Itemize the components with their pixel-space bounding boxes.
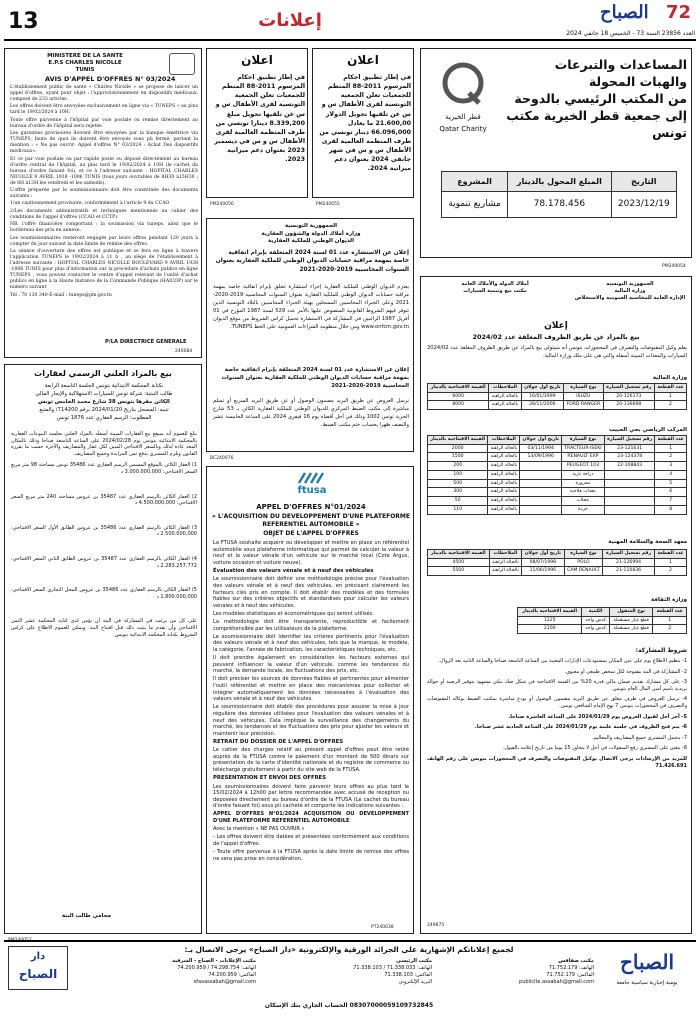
lot1-cell: 2 <box>655 401 687 410</box>
ftusa-paragraph: - Les offres doivent être datées et présentées conformément aux conditions de l'appel d'offres. <box>213 834 409 847</box>
lot1-cell: ISUZU <box>564 392 604 401</box>
ministry-body-2: ترسل العروض عن طريق البريد مضمون الوصول أو عن طريق البريد السريع أو تسلم مباشرة إلى مكتب الضبط المركزي للديوان الوطني للملكية العقارية الكائن بـ 53 شارع الحرية تونس 1002 وذلك في أجل أقصاه يوم 16 فيفري 2024 على الساعة الخامسة عشر والنصف ظهرا بحساب ختم مكتب الضبط. <box>213 398 409 429</box>
auction-ad <box>4 364 202 934</box>
lot2-cell: 22-108843 <box>604 462 655 471</box>
ftusa-paragraph: Les modèles statistiques et économétriques qui seront utilisés. <box>213 610 374 617</box>
auction-header-line: الكائن مقرها بتونس 38 شارع محمد الخامس تونس <box>38 398 170 405</box>
ministry-subtitle: إعلان عن الاستشارة عدد 01 لسنة 2024 المتعلقة بإبرام اتفاقية خاصة بمهمة مراقبة حسابات الديوان الوطني للملكية العقارية بعنوان السنوات المحاسبية 2019-2020-2021 <box>221 367 409 389</box>
table-row <box>428 488 687 497</box>
lot2-cell <box>604 470 655 479</box>
table-row <box>428 462 687 471</box>
avis-paragraph: Tél : 70 130 340-E-mail : tuneps@pm.gov.tn <box>10 292 112 298</box>
lot1-cell: 6000 <box>428 392 489 401</box>
auction-item: 4) العقار الكائن بالرسم العقاري عدد 35487 بن عروس الطابق الثاني السعر الافتتاحي: 2.283.257.772 د <box>11 555 197 569</box>
lot3-cell: 1 <box>654 558 686 567</box>
auction-signature: محامي طالب البتة <box>61 913 111 919</box>
footer-logo-right <box>600 944 694 994</box>
lot3-cell: بالحالة الراهنة <box>489 567 521 576</box>
ftusa-paragraph: Évaluation des valeurs vénale et à neuf des véhicules <box>213 567 374 574</box>
qatar-table <box>441 171 677 218</box>
lot4-cell: 1225 <box>518 616 582 625</box>
lot1-cell: 28/11/2006 <box>521 401 563 410</box>
footer-office-line: الهاتف: 71.752.179 <box>548 965 594 971</box>
lot3-cell: POLO <box>564 558 603 567</box>
lot2-cell: معدات فلاحية <box>562 488 605 497</box>
lot1-cell: بالحالة الراهنة <box>489 401 521 410</box>
ministry-header <box>211 223 411 246</box>
vehicles-header-right <box>571 281 689 302</box>
lot3-cell: 21-126994 <box>603 558 655 567</box>
lot3-cell: 4500 <box>428 558 490 567</box>
footer-office-name: مكتب صفاقس <box>558 958 594 964</box>
lot4-col: نوع المنقول <box>609 608 653 617</box>
footer-office-line: الهاتف: 74.298.754 / 74.200.959 <box>177 965 256 971</box>
lot1-cell: 20-136698 <box>603 401 654 410</box>
qatar-title-line: إلى جمعية قطر الخيرية مكتب تونس <box>506 107 687 140</box>
table-row <box>518 616 687 625</box>
lot2-cell: 110 <box>428 505 488 514</box>
lot4-cell: 2100 <box>518 625 582 634</box>
qatar-charity-logo <box>427 59 499 139</box>
lot2-cell: مجرورة <box>562 479 605 488</box>
lot2-cell: 300 <box>428 488 488 497</box>
vehicles-header-line: مكتب بيع وتنمية السيارات <box>463 288 527 294</box>
lot2-cell: PEUGEOT 103 <box>562 462 605 471</box>
auction-header-line: تنبيه: المسجل بتاريخ 2024/01/20 برقم 714200/ والمتبع <box>39 406 169 413</box>
qatar-logo-en: Qatar Charity <box>439 125 487 133</box>
lot2-col: عدد القطعة <box>655 436 687 445</box>
logo-number: 72 <box>666 2 692 23</box>
qatar-title-line: والهبات المحولة <box>588 73 687 89</box>
qatar-cell-date: 2023/12/19 <box>611 192 676 218</box>
footer-banner: لجميع إعلاناتكم الإشهارية على الجرائد الورقية والإلكترونية «دار الصباح» يرجى الاتصال بـ: <box>184 945 514 954</box>
avis-paragraph: L'offre préparée par le soumissionnaire doit être constituée des documents suivants : <box>10 188 198 199</box>
lot3-cell: 11/06/1996 <box>522 567 565 576</box>
lot1-cell: 1 <box>655 392 687 401</box>
ftusa-paragraph: Avec la mention « NE PAS OUVRIR » <box>213 826 305 833</box>
lot2-cell: بالحالة الراهنة <box>488 505 520 514</box>
lot2-cell: 500 <box>428 479 488 488</box>
table-row <box>428 401 687 410</box>
ftusa-paragraph: - Toute offre parvenue à la FTUSA après la date limite de remise des offres ne sera pas prise en considération. <box>213 849 409 862</box>
notice-2-body: في إطار تطبيق احكام المرسوم 2011-88 المنظم للجمعيات تعلن الجمعية التونسية لقرى الأطفال س و س عن تلقيها تحويل مبلغ 8.339,200 دينارا تونسي من طرف المنظمة العالمية لقرى الأطفال س و س في ديسمبر 2023 بعنوان دعم ميزانية 2023. <box>214 74 305 164</box>
lot2-cell: 6 <box>655 488 687 497</box>
notice-2-ref: PM240056 <box>210 202 234 207</box>
lot4-cell: 2 <box>653 625 687 634</box>
avis-org-line: TUNIS <box>75 67 95 74</box>
qatar-charity-ad <box>420 48 692 258</box>
avis-paragraph: Toute offre parvenue à l'hôpital par voie postale ou remise directement au bureau d'ordre de l'hôpital sera rejetée. <box>10 117 198 129</box>
notice-ad-2 <box>206 48 308 198</box>
lot2-cell: 7 <box>655 497 687 506</box>
ftusa-paragraph: Le soumissionnaire doit définir une méthodologie précise pour l'évaluation des valeurs vénale et à neuf des véhicules, en précisant clairement les facteurs clés pris en compte. Il doit établir des modèles et des formules fiables sur des critères objectifs et standardisés pour calculer les valeurs vénales et à neuf des véhicules. <box>213 576 409 609</box>
auction-header-line: طالب التبتية: شركة تونس للسيارات الاستهلاكية والإيجار المالي <box>35 390 173 397</box>
vehicles-header-line: وزارة المالية <box>614 288 646 294</box>
header-rule <box>4 39 696 41</box>
lot2-cell: 4 <box>655 470 687 479</box>
lot2-cell: 03/11/1994 <box>520 444 562 453</box>
condition-item: للمزيد من الإرشادات يرجى الاتصال بوكيل المقبوضات والتصرف في المحجوزات بتونس على رقم الهاتف 71.426.691 <box>427 755 687 769</box>
footer-office-line: sfaxassabah@gmail.com <box>193 979 256 985</box>
lot2-cell: 100 <box>428 470 488 479</box>
lot3-cell: 08/07/1998 <box>522 558 565 567</box>
lot2-cell: 2000 <box>428 444 488 453</box>
lot1-cell: بالحالة الراهنة <box>489 392 521 401</box>
notice-2-title: اعلان <box>241 53 273 67</box>
lot1-title: وزارة المالية <box>652 375 687 381</box>
lot2-col: نوع السيارة <box>562 436 605 445</box>
footer-office-line: الهاتف: 71.338.033 / 71.338.103 <box>353 965 432 971</box>
vehicles-title: إعلان <box>544 321 568 331</box>
vehicles-header-left <box>425 281 565 295</box>
ftusa-body <box>213 540 409 864</box>
lot2-title: المركب الرياضي بحي الحبيب <box>608 427 687 433</box>
lot2-cell <box>604 479 655 488</box>
lot1-col: الملاحظات <box>489 384 521 393</box>
condition-item: 5- آخر أجل لقبول العروض يوم 2024/01/29 على الساعة العاشرة صباحا. <box>508 713 687 720</box>
avis-org <box>25 53 145 74</box>
avis-ref: 240084 <box>175 349 193 354</box>
lot1-col: رقم تسجيل السيارة <box>603 384 654 393</box>
qatar-cell-amount: 78.178.456 <box>508 192 612 218</box>
condition-item: 7- يتحمل المشتري جميع المصاريف والمعاليم. <box>591 734 687 741</box>
avis-org-line: E.P.S CHARLES NICOLLE <box>48 60 122 67</box>
issue-info: العدد 23856 السنة 73 - الخميس 18 جانفي 2024 <box>566 30 695 37</box>
table-row <box>428 470 687 479</box>
table-row <box>428 497 687 506</box>
footer-office-line: الفاكس: 71.752.179 <box>546 972 594 978</box>
lot2-cell <box>520 462 562 471</box>
vehicles-conditions-title: شروط المشاركة: <box>635 647 687 654</box>
lot2-col: القيمة الافتتاحية بالدينار <box>428 436 488 445</box>
footer-office-line: الفاكس: 74.200.959 <box>208 972 256 978</box>
avis-paragraph: Les soumissionnaires resteront engagés par leurs offres pendant 120 jours à compter du jour suivant la date limite de remise des offres. <box>10 235 198 247</box>
lot3-table <box>427 549 687 576</box>
lot2-cell: عجلات <box>562 497 605 506</box>
footer-office-line: publicite.assabah@gmail.com <box>519 979 594 985</box>
ministry-ad <box>206 218 414 452</box>
avis-paragraph: La séance d'ouverture des offres est publique et se fera en ligne à travers l'application TUNEPS le 19/02/2024 à 11 h , au siège de l'établissement à l'adresse suivante : HOPITAL CHARLES NICOLLE BOULEVARD 9 AVRIL 1938 -1006 TUNIS pour plus d'information sur la procédure d'achats publics en ligne TUNEPS , vous pouvez contacter le centre d'appel relevant de l'unité d'achat publics en ligne à la Haute Instance de la Commande Publique (HAICOP) sur le numéro suivant <box>10 249 198 291</box>
footer-tagline: يومية إخبارية سياسية جامعة <box>616 980 678 986</box>
lot3-cell: 2 <box>654 567 686 576</box>
vehicles-ref: 249875 <box>427 923 445 928</box>
auction-header-line: بكتابة المحكمة الابتدائية بتونس الجلسة التاسعة الرابعة <box>44 383 164 389</box>
lot2-cell: 1 <box>655 444 687 453</box>
lot2-cell: 2 <box>655 453 687 462</box>
table-row <box>428 558 687 567</box>
avis-paragraph: NB. l'offre financière comportant : la soumission via tuneps, ainsi que le bordereau des prix en annexe. <box>10 222 198 234</box>
avis-paragraph: 2/Les documents administratifs et techniques mentionnés au cahier des conditions de l'appel d'offres (CCAO et CCTP). <box>10 208 198 220</box>
condition-item: 4- ترسل العروض في ظرف مغلق عن طريق البريد مضمون الوصول أو تودع مباشرة بمكتب الضبط بوكالة المقبوضات والتصرف في المحجوزات بتونس 7 نهج الإمام الشافعي تونس. <box>427 696 687 709</box>
ftusa-object: OBJET DE L'APPEL D'OFFRES <box>263 530 359 537</box>
lot2-cell: 5 <box>655 479 687 488</box>
auction-title: بيع بالمزاد العلني الرسمي لعقارات <box>34 369 172 378</box>
qatar-title-line: من المكتب الرئيسي بالدوحة <box>514 90 687 106</box>
lot2-cell <box>604 505 655 514</box>
lot4-cell: 1 <box>653 616 687 625</box>
lot4-col: الكمية <box>582 608 609 617</box>
vehicles-header-line: أملاك الدولة والأملاك العامة <box>461 281 529 287</box>
table-row <box>428 567 687 576</box>
lot1-col: القيمة الافتتاحية بالدينار <box>428 384 489 393</box>
notice-1-ref: PM240055 <box>316 202 340 207</box>
lot2-cell: بالحالة الراهنة <box>488 462 520 471</box>
lot2-cell: TRACTEUR-ISEKI <box>562 444 605 453</box>
footer-logo-right-text: الصباح <box>619 950 675 974</box>
table-row <box>428 392 687 401</box>
auction-item: 5) العقار الكائن بالرسم العقاري عدد 35486 بن عروس المحل التجاري السعر الافتتاحي: 1.800.000,000 د <box>11 587 197 600</box>
paper-logo <box>600 2 692 26</box>
lot3-col: نوع السيارة <box>564 550 603 559</box>
footer-office <box>74 958 256 986</box>
ftusa-paragraph: APPEL D'OFFRES N°01/2024 ACQUISITION OU DEVELOPPEMENT D'UNE PLATEFORME REFERENTIEL AUTOMOBILE <box>213 811 409 825</box>
lot1-cell: 8000 <box>428 401 489 410</box>
lot2-cell: 50 <box>428 497 488 506</box>
auction-header-line: المطلوب: الرسم العقاري عدد 1876 تونس <box>56 414 152 421</box>
avis-logo-icon <box>169 53 195 75</box>
lot2-cell: RENAULT EXP <box>562 453 605 462</box>
vehicles-subtitle: بيع بالمزاد عن طريق الظروف المغلقة عدد 2024/02 <box>472 333 640 341</box>
vehicles-ad <box>420 276 692 934</box>
ministry-header-line: الديوان الوطني للملكية العقارية <box>267 238 355 245</box>
footer-logo-left-line2: الصباح <box>18 967 58 981</box>
lot2-cell: 13/09/1996 <box>520 453 562 462</box>
lot1-cell: 20-126173 <box>603 392 654 401</box>
auction-header <box>11 383 197 423</box>
lot2-col: الملاحظات <box>488 436 520 445</box>
lot2-cell: دراجة نارية <box>562 470 605 479</box>
lot1-cell: 16/01/1999 <box>521 392 563 401</box>
ftusa-title: APPEL D'OFFRES N°01/2024 <box>256 503 366 511</box>
lot3-col: رقم تسجيل السيارة <box>603 550 655 559</box>
qatar-title <box>503 57 687 141</box>
lot2-cell: بالحالة الراهنة <box>488 479 520 488</box>
lot3-col: تاريخ أول جولان <box>522 550 565 559</box>
lot2-cell <box>520 488 562 497</box>
ftusa-paragraph: La FTUSA souhaite acquérir ou développer et mettre en place un référentiel automobile sous plateforme informatique qui permet de calculer la valeur à neuf et la valeur vénale d'un véhicule sur le marché local (Cote Argus, voiture occasion et voiture neuve). <box>213 540 409 566</box>
auction-item: 1) العقار الكائن بالموقع المسمى الرسم العقاري عدد 35486 تونس مساحته 98 متر مربع السعر الافتتاحي: 3.000.000,000 د <box>11 462 198 475</box>
table-row <box>428 505 687 514</box>
lot2-cell: 8 <box>655 505 687 514</box>
ministry-title: إعلان عن الاستشارة عدد 01 لسنة 2024 المتعلقة بإبرام اتفاقية خاصة بمهمة مراقبة حسابات الديوان الوطني للملكية العقارية بعنوان السنوات المحاسبية 2019-2020-2021 <box>215 250 409 273</box>
footer-office <box>262 958 432 986</box>
auction-intro: ببلغ للعموم أنه سيقع بيع العقارات المبينة أسفله بالمزاد العلني بجلسة البيوعات العقارية بالمحكمة الابتدائية بتونس يوم 2024/02/28 على الساعة التاسعة صباحا وذلك بالمكان المعد عادة لذلك وبالسعر الافتتاحي المبين لكل عقار والمصاريف والأجرة حسب ما يقرره القانون ويلزم المشتري بدفع ثمن المزايدة وجميع المصاريف. <box>11 431 198 457</box>
qatar-col-amount: المبلغ المحول بالدينار <box>508 172 612 192</box>
notice-1-body: في إطار تطبيق احكام المرسوم 2011-88 المنظم للجمعيات تعلن الجمعية التونسية لقرى الأطفال س و س عن تلقيها تحويل الدولار 21.600,00 ما يعادل 66.096,000 دينار تونسي من طرف المنظمة العالمية لقرى الأطفال س و س في شهر جانفي 2024 بعنوان دعم ميزانية 2024. <box>319 74 411 173</box>
page-header <box>0 0 700 40</box>
ftusa-ad <box>206 466 414 934</box>
lot3-col: الملاحظات <box>489 550 521 559</box>
footer-office-name: مكتب الرئيسي <box>396 958 432 964</box>
condition-item: 6- يتم فتح الظروف في جلسة علنية يوم 2024/01/29 على الساعة الحادية عشر صباحا. <box>474 724 687 731</box>
ftusa-subtitle: « L'ACQUISITION DU DEVELOPPEMENT D'UNE PLATEFORME REFERENTIEL AUTOMOBILE » <box>212 513 410 528</box>
notice-1-title: اعلان <box>347 53 379 67</box>
avis-paragraph: L'établissement public de santé « Charles Nicolle » se propose de lancer un appel d'offres, ayant pour objet : l'approvisionnement en dispositifs médicaux, composé de 233 articles. <box>10 85 198 102</box>
lot2-col: تاريخ أول جولان <box>520 436 562 445</box>
lot4-table <box>517 607 687 634</box>
ftusa-paragraph: Le cahier des charges relatif au présent appel d'offres peut être retiré auprès de la FTUSA contre le paiement d'un montant de 500 dinars sur présentation de la carte d'identité nationale et du registre de commerce ou téléchargé gratuitement à partir du site web de la FTUSA. <box>213 747 409 774</box>
ftusa-logo-text: ftusa <box>297 485 327 496</box>
footer-office-name: مكتب الإعلانات - الصباح - الشرقية <box>172 958 256 964</box>
vehicles-header-line: الإدارة العامة للمحاسبة العمومية والاستخلاص <box>574 295 686 301</box>
footer-logo-left-line1: دار <box>30 951 46 962</box>
condition-item: 3- على كل مشارك تقديم ضمان مالي قدره 20% من القيمة الافتتاحية في شكل صك بنكي مشهود بتوفير الرصيد أو حوالة بريدية باسم أمين المال العام بتونس. <box>427 679 687 692</box>
lot2-cell: 3 <box>655 462 687 471</box>
ministry-header-line: الجمهورية التونسية <box>284 223 338 229</box>
lot2-cell <box>604 497 655 506</box>
ministry-body: يعتزم الديوان الوطني للملكية العقارية إجراء استشارة تتعلق بإبرام اتفاقية خاصة بمهمة مراقبة حسابات الديوان الوطني للملكية العقارية بعنوان السنوات المحاسبية 2019-2020-2021 وعلى الخبراء المحاسبين المسجلين بهيئة الخبراء المحاسبين بالبلاد التونسية الذين تتوفر فيهم الشروط القانونية المنصوص عليها بالأمر عدد 529 لسنة 1987 المؤرخ في 01 أفريل 1987 الراغبين في المشاركة في الاستشارة تحميل كراس الشروط من موقع الديوان www.onfcm.gov.tn ومن خلال منظومة الشراءات العمومية على الخط TUNEPS. <box>213 284 410 331</box>
lot3-col: القيمة الافتتاحية بالدينار <box>428 550 490 559</box>
footer-logo-left <box>8 946 68 990</box>
condition-item: 8- يتعين على المشتري رفع المنقولات في أجل لا يتجاوز 15 يوما من تاريخ إعلامه بالقبول. <box>502 745 687 752</box>
lot2-cell: بالحالة الراهنة <box>488 497 520 506</box>
lot2-cell <box>604 488 655 497</box>
lot2-cell: بالحالة الراهنة <box>488 453 520 462</box>
lot2-cell <box>520 479 562 488</box>
ftusa-logo <box>287 471 337 499</box>
table-row <box>428 444 687 453</box>
ftusa-paragraph: Il doit prendre également en considération les facteurs externes qui peuvent influencer la valeur d'un véhicule, comme les tendances du marché, la demande locale, les fluctuations des prix, etc. <box>213 655 409 675</box>
lot4-col: القيمة الافتتاحية بالدينار <box>518 608 582 617</box>
paper-logo-text: الصباح <box>600 2 649 23</box>
notice-ad-1 <box>312 48 414 198</box>
footer-office-line: الفاكس: 71.338.103 <box>384 972 432 978</box>
ministry-header-line: وزارة أملاك الدولة والشؤون العقارية <box>261 230 361 237</box>
ftusa-ref: PT240038 <box>371 925 394 930</box>
avis-ad <box>4 48 202 358</box>
avis-paragraph: Les garanties provisoires doivent être envoyées par la banque émettrice via TUNEPS, faute de quoi ils doivent être envoyés sous pli fermé, portant la mention : « Ne pas ouvrir- Appel d'offres N° 03/2024 : Achat Des dispositifs médicaux». <box>10 131 198 155</box>
lot2-cell: بالحالة الراهنة <box>488 444 520 453</box>
lot2-cell: 1500 <box>428 453 488 462</box>
lot3-cell: 21-110836 <box>603 567 655 576</box>
auction-ref: PM240057 <box>8 938 32 943</box>
lot2-cell <box>520 470 562 479</box>
qatar-cell-project: مشاريع تنموية <box>442 192 508 218</box>
avis-paragraph: Et ce par voie postale ou par rapide poste ou déposé directement au bureau d'ordre central de l'hôpital, au plus tard le 19/02/2024 à 10H (le cachet du bureau d'ordre faisant foi), et ce à l'adresse suivante : HOPITAL CHARLES NICOLLE 9 AVRIL 1938 -1006 TUNIS (tous jours ouvrables de 8H30 à15H30 ; de 8H à13H les vendredi et les samedis). <box>10 156 198 186</box>
lot3-cell: CAM RENAULT <box>564 567 603 576</box>
section-title: إعلانات <box>258 10 322 31</box>
lot2-cell: 200 <box>428 462 488 471</box>
avis-paragraph: 1/un cautionnement provisoire, conformément à l'article 9 du CCAO <box>10 201 170 207</box>
lot1-col: عدد القطعة <box>655 384 687 393</box>
lot4-cell: قطع غيار مستعملة <box>609 616 653 625</box>
vehicles-conditions <box>427 658 687 773</box>
footer-bottom-line: 08307000059109732845 الحساب الجاري بنك الإسكان <box>264 1002 434 1009</box>
lot4-title: وزارة الثقافة <box>651 597 687 603</box>
ftusa-paragraph: Le soumissionnaire doit identifier les critères pertinents pour l'évaluation des valeurs vénale et à neuf des véhicules, tels que la marque, le modèle, la catégorie, l'année de fabrication, les caractéristiques techniques, etc. <box>213 633 409 653</box>
footer-office <box>438 958 594 986</box>
auction-item: 3) العقار الكائن بالرسم العقاري عدد 35486 بن عروس الطابق الأول السعر الافتتاحي: 2.500.000,000 د <box>11 524 197 538</box>
auction-body <box>11 431 197 644</box>
ftusa-paragraph: Les soumissionnaires doivent faire parvenir leurs offres au plus tard le 15/02/2024 à 12h00 par lettre recommandée avec accusé de réception ou déposées directement au bureau d'ordre de la FTUSA (Le cachet du bureau d'ordre faisant foi) sous pli cacheté et comporte les indications suivantes : <box>213 783 409 810</box>
auction-conditions: على كل من يرغب في المشاركة في البتة أن يؤمن لدى كتابة المحكمة عشر الثمن الافتتاحي وأن يقدم ما يثبت ذلك قبل افتتاح البتة. ويمكن للعموم الاطلاع على كراس الشروط بكتابة المحكمة الابتدائية بتونس. <box>11 618 197 638</box>
lot2-cell: 23-124378 <box>604 453 655 462</box>
page-number: 13 <box>8 9 39 34</box>
qatar-logo-ar: قطر الخيرية <box>445 113 481 121</box>
lot3-title: معهد الصحة والسلامة المهنية <box>608 539 687 545</box>
lot4-cell: كدس واحد <box>582 616 609 625</box>
lot1-col: نوع السيارة <box>564 384 604 393</box>
lot2-cell: بالحالة الراهنة <box>488 470 520 479</box>
qatar-title-line: المساعدات والتبرعات <box>554 57 687 72</box>
ftusa-paragraph: Il doit préciser les sources de données fiables et pertinentes pour alimenter l'outil référentiel et mettre en place des mécanismes pour collecter et intégrer automatiquement les données nécessaires à l'évaluation des valeurs vénale et à neuf des véhicules. <box>213 676 409 703</box>
condition-item: 1- تنظيم الاطلاع يوم على عين المكان بمستودعات الإدارات المعنية بين الساعة التاسعة صباحا والساعة الثانية بعد الزوال. <box>438 658 687 664</box>
footer <box>4 940 696 1014</box>
lot4-cell: كدس واحد <box>582 625 609 634</box>
lot2-table <box>427 435 687 515</box>
ftusa-logo-icon <box>297 471 327 485</box>
auction-item: 2) العقار الكائن بالرسم العقاري عدد 35487 بن عروس مساحته 240 متر مربع السعر الافتتاحي: 4.500.000,000 د <box>11 493 197 507</box>
avis-paragraph: Les offres doivent être envoyées exclusivement en ligne via « TUNEPS » au plus tard le 19/02/2024 à 10H. <box>10 104 198 116</box>
avis-title: AVIS D'APPEL D'OFFRES N° 03/2024 <box>45 75 176 83</box>
condition-item: 2- المشاركة في البتة مفتوحة لكل شخص طبيعي أو معنوي. <box>564 668 687 675</box>
ftusa-paragraph: Le soumissionnaire doit établir des procédures pour assurer la mise à jour régulière des données utilisées pour l'évaluation des valeurs vénales et à neuf des véhicules. Cela implique la surveillance des changements du marché, les tendances et les fluctuations des prix pour ajuster les valeurs et maintenir leur précision. <box>213 704 409 737</box>
lot2-cell: بالحالة الراهنة <box>488 488 520 497</box>
table-row <box>428 479 687 488</box>
avis-org-line: MINISTERE DE LA SANTE <box>47 53 123 59</box>
avis-body <box>10 85 198 300</box>
lot2-cell <box>520 505 562 514</box>
ministry-ref: BC240076 <box>210 456 234 461</box>
qatar-col-project: المشروع <box>442 172 508 192</box>
qatar-ref: PM240054 <box>662 264 686 269</box>
lot1-col: تاريخ أول جولان <box>521 384 563 393</box>
lot1-cell: FORD RANGER <box>564 401 604 410</box>
table-row <box>428 453 687 462</box>
vehicles-header-line: الجمهورية التونسية <box>606 281 654 287</box>
lot3-cell: 5500 <box>428 567 490 576</box>
ftusa-paragraph: PRESENTATION ET ENVOI DES OFFRES <box>213 775 327 782</box>
table-row <box>518 625 687 634</box>
ftusa-paragraph: La méthodologie doit être transparente, reproductible et facilement compréhensible par les utilisateurs de la plateforme. <box>213 618 409 632</box>
lot3-cell: بالحالة الراهنة <box>489 558 521 567</box>
lot4-cell: قطع غيار مستعملة <box>609 625 653 634</box>
lot2-cell <box>520 497 562 506</box>
lot3-col: عدد القطعة <box>654 550 686 559</box>
vehicles-intro: يعلم وكيل المقبوضات والتصرف في المحجوزات بتونس أنه سيتولى بيع بالمزاد عن طريق الظروف المغلقة عدد 2024/02 السيارات والمعدات المبينة أسفله والتي هي على ملك وزارة المالية. <box>427 345 687 359</box>
lot4-col: عدد القطعة <box>653 608 687 617</box>
lot2-col: رقم تسجيل السيارة <box>604 436 655 445</box>
ftusa-paragraph: RETRAIT DU DOSSIER DE L'APPEL D'OFFRES <box>213 738 344 745</box>
lot1-table <box>427 383 687 410</box>
lot2-cell: خردة <box>562 505 605 514</box>
avis-signature: P/LA DIRECTRICE GENERALE <box>105 339 187 345</box>
lot2-cell: 23-121631 <box>604 444 655 453</box>
footer-office-line: البريد الإلكتروني <box>398 979 432 985</box>
qatar-col-date: التاريخ <box>611 172 676 192</box>
qatar-charity-icon <box>439 59 487 107</box>
